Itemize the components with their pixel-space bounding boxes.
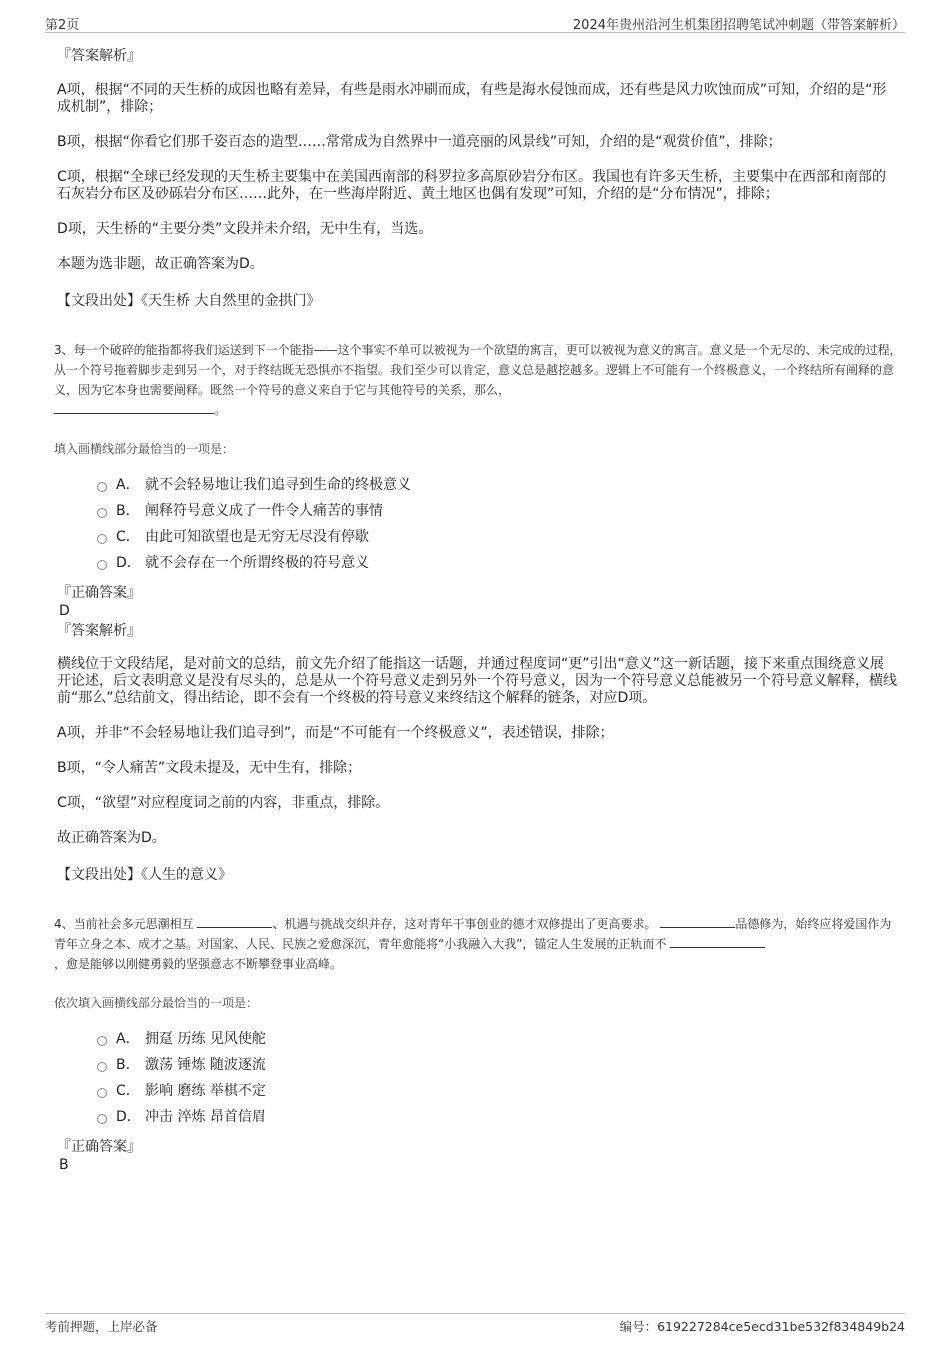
q2-analysis-para: D项，天生桥的“主要分类”文段并未介绍，无中生有，当选。 bbox=[57, 221, 433, 237]
q4-option-d[interactable] bbox=[97, 1104, 897, 1130]
option-text: 拥趸 历练 见风使舵 bbox=[145, 1031, 266, 1047]
option-letter: A． bbox=[116, 477, 140, 493]
q3-blank bbox=[54, 401, 214, 414]
option-text: 就不会轻易地让我们追寻到生命的终极意义 bbox=[145, 477, 411, 493]
q4-blank-1 bbox=[197, 915, 272, 928]
option-text: 激荡 锤炼 随波逐流 bbox=[145, 1057, 266, 1073]
radio-button[interactable] bbox=[97, 1062, 107, 1072]
q3-stem-end: 。 bbox=[214, 403, 227, 417]
q4-blank-3 bbox=[670, 935, 765, 948]
q4-correct-label: 『正确答案』 bbox=[57, 1139, 141, 1155]
document-title: 2024年贵州沿河生机集团招聘笔试冲刺题（带答案解析） bbox=[572, 18, 905, 33]
radio-button[interactable] bbox=[97, 1114, 107, 1124]
q3-analysis-para: 故正确答案为D。 bbox=[57, 830, 166, 846]
page-number: 第2页 bbox=[45, 18, 80, 33]
option-letter: D． bbox=[116, 555, 141, 571]
option-letter: B． bbox=[116, 503, 140, 519]
q3-stem-text: 3、每一个破碎的能指都将我们运送到下一个能指——这个事实不单可以被视为一个欲望的寓言，更可以被视为意义的寓言。意义是一个无尽的、未完成的过程，从一个符号拖着脚步走到另一个，对于终结既无恐惧亦不指望。我们至少可以肯定，意义总是越挖越多。逻辑上不可能有一个终极意义，一个终结所有阐释的意义，因为它本身也需要阐释。既然一个符号的意义来自于它与其他符号的关系，那么， bbox=[54, 343, 902, 397]
footer-slogan: 考前押题，上岸必备 bbox=[45, 1319, 158, 1334]
document-body bbox=[54, 46, 902, 1174]
q4-stem-part: 品德修为，始终应将爱国作为青年立身之本、成才之基。对国家、人民、民族之爱愈深沉，青年愈能将“小我融入大我”，锚定人生发展的正轨而不 bbox=[54, 917, 892, 951]
q3-option-d[interactable] bbox=[97, 550, 897, 576]
page-header bbox=[45, 12, 905, 33]
q3-source: 【文段出处】《人生的意义》 bbox=[57, 867, 232, 883]
option-text: 影响 磨练 举棋不定 bbox=[145, 1083, 266, 1099]
option-letter: D． bbox=[116, 1109, 141, 1125]
q2-analysis-label: 『答案解析』 bbox=[57, 48, 141, 64]
radio-button[interactable] bbox=[97, 482, 107, 492]
option-letter: C． bbox=[116, 1083, 140, 1099]
q2-analysis-para: A项，根据“不同的天生桥的成因也略有差异，有些是雨水冲刷而成，有些是海水侵蚀而成，还有些是风力吹蚀而成”可知，介绍的是“形成机制”，排除； bbox=[57, 82, 887, 115]
q4-stem bbox=[54, 914, 902, 974]
q3-analysis-label: 『答案解析』 bbox=[57, 623, 141, 639]
q2-analysis-para: C项，根据“全球已经发现的天生桥主要集中在美国西南部的科罗拉多高原砂岩分布区。我国也有许多天生桥，主要集中在西部和南部的石灰岩分布区及砂砾岩分布区……此外，在一些海岸附近、黄土地区也偶有发现”可知，介绍的是“分布情况”，排除； bbox=[57, 169, 887, 202]
option-letter: B． bbox=[116, 1057, 140, 1073]
option-letter: C． bbox=[116, 529, 140, 545]
q2-source: 【文段出处】《天生桥 大自然里的金拱门》 bbox=[57, 293, 321, 309]
q3-analysis-para: C项，“欲望”对应程度词之前的内容，非重点，排除。 bbox=[57, 795, 390, 811]
q4-blank-2 bbox=[660, 915, 735, 928]
radio-button[interactable] bbox=[97, 560, 107, 570]
q4-answer: B bbox=[59, 1157, 69, 1173]
option-text: 就不会存在一个所谓终极的符号意义 bbox=[145, 555, 369, 571]
q3-analysis-para: B项，“令人痛苦”文段未提及，无中生有，排除； bbox=[57, 760, 362, 776]
q4-stem-part: 、机遇与挑战交织并存，这对青年干事创业的德才双修提出了更高要求。 bbox=[272, 917, 657, 931]
q4-stem-part: ，愈是能够以刚健勇毅的坚强意志不断攀登事业高峰。 bbox=[54, 957, 343, 971]
q4-options bbox=[97, 1026, 897, 1130]
q3-prompt: 填入画横线部分最恰当的一项是： bbox=[54, 442, 235, 456]
radio-button[interactable] bbox=[97, 1088, 107, 1098]
q3-analysis-para: 横线位于文段结尾，是对前文的总结，前文先介绍了能指这一话题，并通过程度词“更”引出“意义”这一新话题，接下来重点围绕意义展开论述，后文表明意义是没有尽头的，总是从一个符号意义走到另外一个符号意义，因为一个符号意义总能被另一个符号意义解释，横线前“那么”总结前文，得出结论，即不会有一个终极的符号意义来终结这个解释的链条，对应D项。 bbox=[57, 656, 897, 706]
radio-button[interactable] bbox=[97, 1036, 107, 1046]
q3-option-b[interactable] bbox=[97, 498, 897, 524]
q4-prompt: 依次填入画横线部分最恰当的一项是： bbox=[54, 996, 259, 1010]
option-text: 由此可知欲望也是无穷无尽没有停歇 bbox=[145, 529, 369, 545]
q2-analysis-para: 本题为选非题，故正确答案为D。 bbox=[57, 256, 264, 272]
q4-option-b[interactable] bbox=[97, 1052, 897, 1078]
q4-stem-part: 4、当前社会多元思潮相互 bbox=[54, 917, 194, 931]
q2-analysis-para: B项，根据“你看它们那千姿百态的造型……常常成为自然界中一道亮丽的风景线”可知，介绍的是“观赏价值”，排除； bbox=[57, 134, 782, 150]
page-footer bbox=[45, 1313, 905, 1336]
option-text: 冲击 淬炼 昂首信眉 bbox=[145, 1109, 266, 1125]
radio-button[interactable] bbox=[97, 534, 107, 544]
q4-option-c[interactable] bbox=[97, 1078, 897, 1104]
q3-option-a[interactable] bbox=[97, 472, 897, 498]
q3-options bbox=[97, 472, 897, 576]
q3-option-c[interactable] bbox=[97, 524, 897, 550]
q4-option-a[interactable] bbox=[97, 1026, 897, 1052]
document-code: 编号：619227284ce5ecd31be532f834849b24 bbox=[619, 1319, 905, 1334]
option-text: 阐释符号意义成了一件令人痛苦的事情 bbox=[145, 503, 383, 519]
option-letter: A． bbox=[116, 1031, 140, 1047]
radio-button[interactable] bbox=[97, 508, 107, 518]
q3-answer: D bbox=[59, 603, 70, 619]
q3-stem bbox=[54, 340, 902, 420]
q3-correct-label: 『正确答案』 bbox=[57, 585, 141, 601]
q3-analysis-para: A项，并非“不会轻易地让我们追寻到”，而是“不可能有一个终极意义”，表述错误，排除； bbox=[57, 725, 614, 741]
